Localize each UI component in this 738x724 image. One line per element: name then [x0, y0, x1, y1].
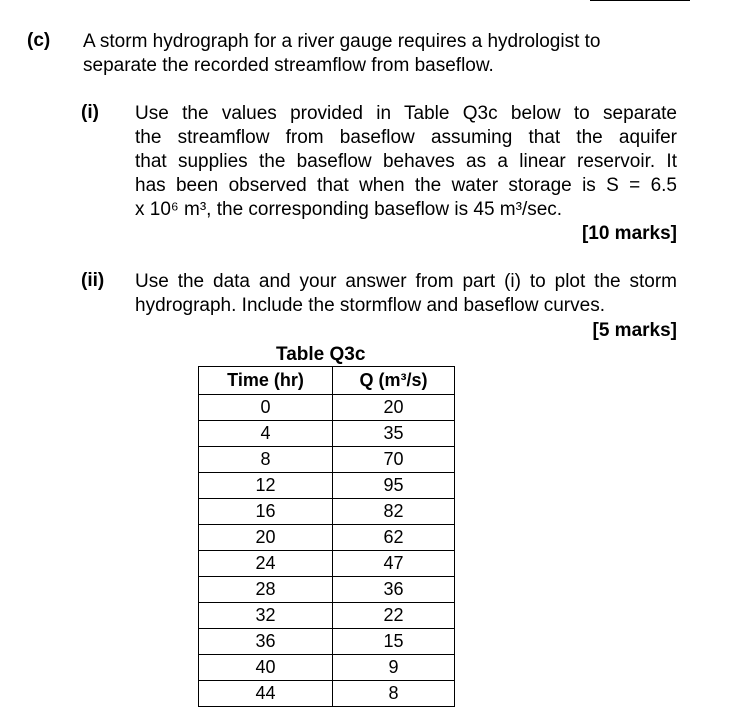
table-row	[199, 577, 455, 603]
part-ii-marks: [5 marks]	[592, 320, 677, 341]
part-c-line-2: separate the recorded streamflow from baseflow.	[83, 55, 494, 76]
data-table	[198, 366, 455, 707]
flow-cell: 36	[333, 577, 455, 603]
time-cell: 12	[199, 473, 333, 499]
table-row	[199, 525, 455, 551]
table-row	[199, 655, 455, 681]
part-i-line-5: x 10⁶ m³, the corresponding baseflow is 45 m³/sec.	[135, 199, 563, 220]
flow-cell: 62	[333, 525, 455, 551]
part-c-line-1: A storm hydrograph for a river gauge requires a hydrologist to	[83, 31, 601, 52]
time-cell: 8	[199, 447, 333, 473]
table-row	[199, 603, 455, 629]
part-i-line-1: Use the values provided in Table Q3c below to separate	[135, 103, 677, 124]
time-cell: 4	[199, 421, 333, 447]
table-row	[199, 629, 455, 655]
flow-cell: 70	[333, 447, 455, 473]
flow-cell: 15	[333, 629, 455, 655]
table-row	[199, 681, 455, 707]
part-i-marks: [10 marks]	[581, 223, 677, 244]
flow-cell: 9	[333, 655, 455, 681]
flow-cell: 20	[333, 395, 455, 421]
table-row	[199, 447, 455, 473]
part-ii-line-2: hydrograph. Include the stormflow and baseflow curves.	[135, 295, 605, 316]
time-cell: 20	[199, 525, 333, 551]
flow-cell: 35	[333, 421, 455, 447]
time-cell: 36	[199, 629, 333, 655]
time-cell: 44	[199, 681, 333, 707]
part-ii-label: (ii)	[81, 270, 105, 291]
part-ii-line-1: Use the data and your answer from part (i) to plot the storm	[135, 271, 677, 292]
table-row	[199, 395, 455, 421]
flow-cell: 22	[333, 603, 455, 629]
table-row	[199, 499, 455, 525]
table-caption: Table Q3c	[276, 344, 366, 365]
flow-cell: 82	[333, 499, 455, 525]
time-cell: 16	[199, 499, 333, 525]
time-cell: 0	[199, 395, 333, 421]
part-i-line-2: the streamflow from baseflow assuming that the aquifer	[135, 127, 677, 148]
part-c-label: (c)	[27, 30, 51, 51]
header-flow: Q (m³/s)	[333, 367, 455, 395]
table-row	[199, 551, 455, 577]
time-cell: 28	[199, 577, 333, 603]
part-i-line-4: has been observed that when the water storage is S = 6.5	[135, 175, 677, 196]
header-time: Time (hr)	[199, 367, 333, 395]
table-header-row	[199, 367, 455, 395]
time-cell: 32	[199, 603, 333, 629]
part-i-label: (i)	[81, 102, 99, 123]
table-row	[199, 473, 455, 499]
table-body	[199, 395, 455, 707]
flow-cell: 47	[333, 551, 455, 577]
part-i-line-3: that supplies the baseflow behaves as a linear reservoir. It	[135, 151, 677, 172]
time-cell: 40	[199, 655, 333, 681]
flow-cell: 8	[333, 681, 455, 707]
previous-marks-bracket	[590, 0, 690, 1]
flow-cell: 95	[333, 473, 455, 499]
time-cell: 24	[199, 551, 333, 577]
table-row	[199, 421, 455, 447]
